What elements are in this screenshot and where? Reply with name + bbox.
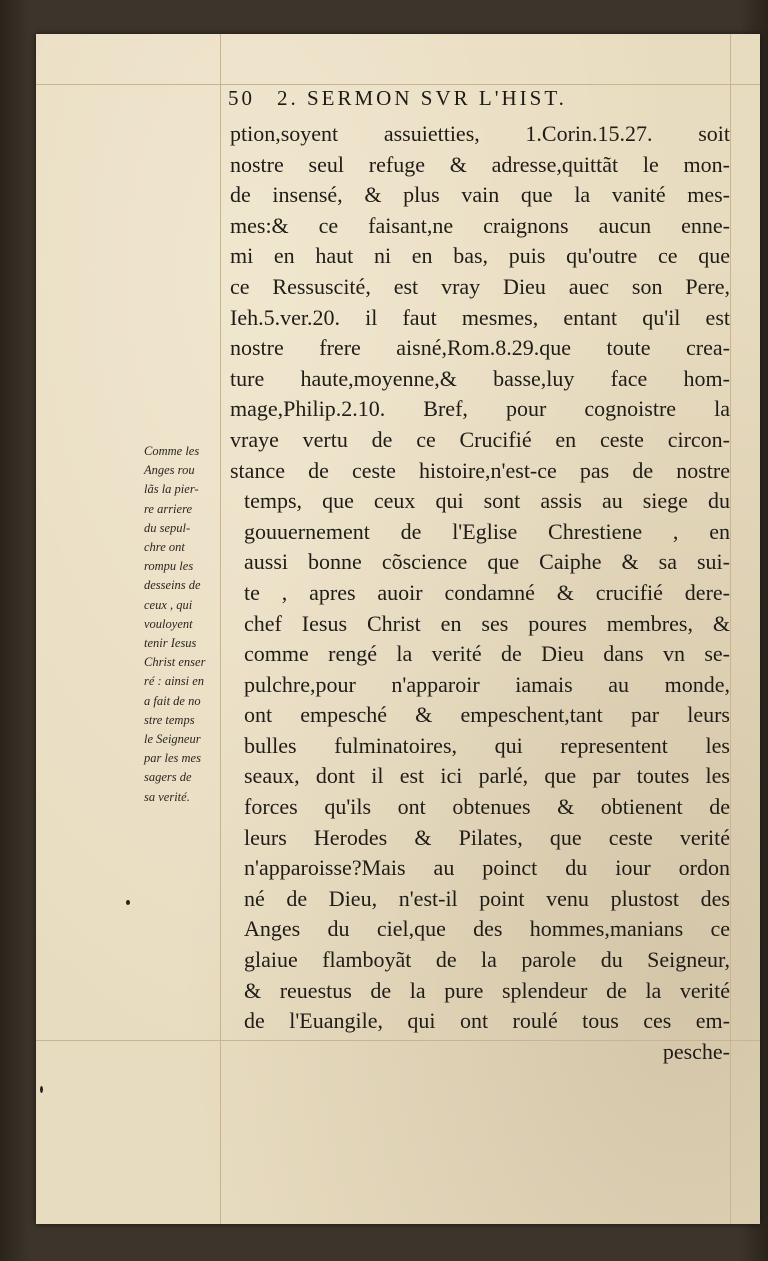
text-line: vraye vertu de ce Crucifié en ceste circon- xyxy=(230,426,730,452)
ink-speck xyxy=(40,1086,43,1093)
running-header xyxy=(228,86,728,111)
text-line: gouuernement de l'Eglise Chrestiene , en xyxy=(244,518,730,544)
marginal-note-line: par les mes xyxy=(144,751,201,766)
marginal-note-line: lãs la pier- xyxy=(144,482,199,497)
guide-rule-right xyxy=(730,34,731,1224)
text-line: mi en haut ni en bas, puis qu'outre ce que xyxy=(230,243,730,269)
marginal-note-line: sagers de xyxy=(144,770,192,785)
text-line: ont empesché & empeschent,tant par leurs xyxy=(244,702,730,728)
text-line: stance de ceste histoire,n'est-ce pas de nostre xyxy=(230,457,730,483)
page-number: 50 xyxy=(228,86,255,110)
ink-speck xyxy=(126,900,130,905)
marginal-note-line: du sepul- xyxy=(144,520,191,535)
marginal-note xyxy=(144,442,240,807)
text-line: chef Iesus Christ en ses poures membres, & xyxy=(244,610,730,636)
text-line: seaux, dont il est ici parlé, que par toutes les xyxy=(244,763,730,789)
text-line: bulles fulminatoires, qui representent les xyxy=(244,732,730,758)
marginal-note-line: le Seigneur xyxy=(144,732,201,747)
text-line: comme rengé la verité de Dieu dans vn se- xyxy=(244,641,730,667)
marginal-note-line: Comme les xyxy=(144,444,200,458)
text-line: pulchre,pour n'apparoir iamais au monde, xyxy=(244,671,730,697)
marginal-note-line: re arriere xyxy=(144,501,193,516)
marginal-note-line: desseins de xyxy=(144,578,201,593)
text-line: temps, que ceux qui sont assis au siege du xyxy=(244,488,730,514)
text-line: Anges du ciel,que des hommes,manians ce xyxy=(244,916,730,942)
marginal-note-line: ceux , qui xyxy=(144,597,193,612)
body-text xyxy=(230,119,730,1067)
marginal-note-line: sa verité. xyxy=(144,789,190,804)
text-line: de insensé, & plus vain que la vanité mes- xyxy=(230,182,730,208)
running-title: 2. SERMON SVR L'HIST. xyxy=(277,86,567,110)
marginal-note-line: tenir Iesus xyxy=(144,636,197,651)
guide-rule-top xyxy=(36,84,760,85)
marginal-note-line: Christ enser xyxy=(144,655,206,670)
marginal-note-line: chre ont xyxy=(144,540,185,555)
text-line: leurs Herodes & Pilates, que ceste verité xyxy=(244,824,730,850)
marginal-note-line: stre temps xyxy=(144,712,195,727)
text-line: de l'Euangile, qui ont roulé tous ces em- xyxy=(244,1008,730,1034)
text-line: nostre seul refuge & adresse,quittãt le mon- xyxy=(230,151,730,177)
text-line: nostre frere aisné,Rom.8.29.que toute crea- xyxy=(230,335,730,361)
text-line: ption,soyent assuietties, 1.Corin.15.27. soit xyxy=(230,121,730,146)
text-line: & reuestus de la pure splendeur de la verité xyxy=(244,977,730,1003)
text-line: ture haute,moyenne,& basse,luy face hom- xyxy=(230,365,730,391)
book-page xyxy=(36,34,760,1224)
marginal-note-line: Anges rou xyxy=(144,463,195,478)
catchword: pesche- xyxy=(662,1038,730,1064)
text-line: n'apparoisse?Mais au poinct du iour ordon xyxy=(244,855,730,881)
text-line: forces qu'ils ont obtenues & obtienent de xyxy=(244,794,730,820)
text-line: ce Ressuscité, est vray Dieu auec son Pere, xyxy=(230,273,730,299)
text-line: né de Dieu, n'est-il point venu plustost des xyxy=(244,885,730,911)
text-line: te , apres auoir condamné & crucifié dere- xyxy=(244,579,730,605)
text-line: aussi bonne cõscience que Caiphe & sa sui- xyxy=(244,549,730,575)
text-line: Ieh.5.ver.20. il faut mesmes, entant qu'il est xyxy=(230,304,730,330)
marginal-note-line: vouloyent xyxy=(144,616,193,631)
marginal-note-line: rompu les xyxy=(144,559,194,574)
text-line: glaiue flamboyãt de la parole du Seigneur, xyxy=(244,947,730,973)
marginal-note-line: ré : ainsi en xyxy=(144,674,205,689)
marginal-note-line: a fait de no xyxy=(144,693,201,708)
text-line: mage,Philip.2.10. Bref, pour cognoistre la xyxy=(230,396,730,422)
text-line: mes:& ce faisant,ne craignons aucun enne- xyxy=(230,212,730,238)
